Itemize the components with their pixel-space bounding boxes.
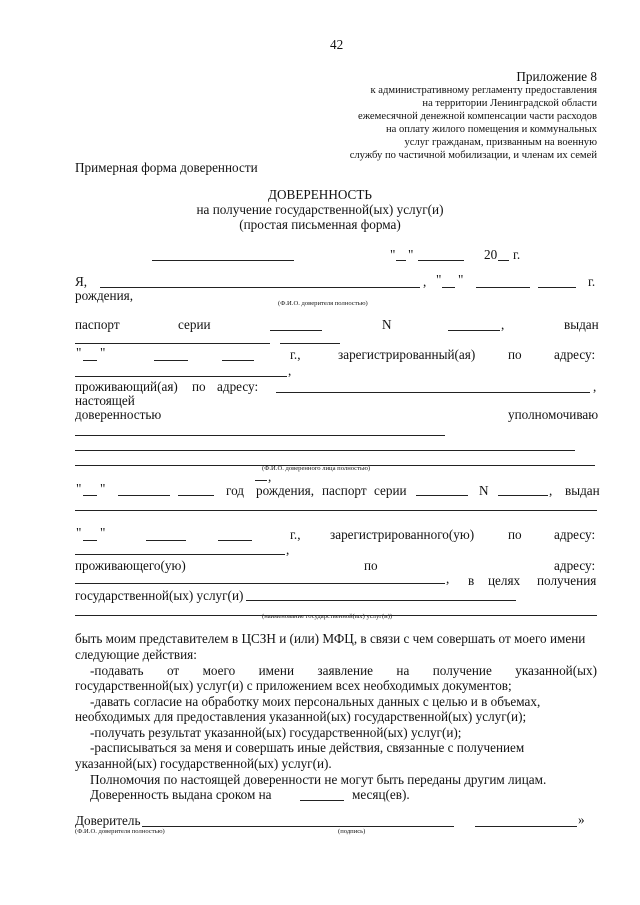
fio-caption: (Ф.И.О. доверителя полностью) — [278, 300, 368, 307]
quote-close: " — [100, 525, 106, 540]
comma: , — [423, 274, 427, 289]
po-label: по — [192, 379, 206, 394]
comma: , — [501, 317, 505, 332]
quote-close: " — [100, 345, 106, 360]
attorney-birth-year-blank[interactable] — [178, 495, 214, 496]
issued-by-field[interactable] — [75, 343, 270, 344]
term-months-field[interactable] — [300, 800, 344, 801]
attorney-issue-year-blank[interactable] — [218, 540, 252, 541]
attorney-birth-day-blank[interactable] — [83, 495, 97, 496]
series-label: серии — [374, 483, 407, 498]
living-label: проживающий(ая) — [75, 379, 178, 394]
principal-signature-label: Доверитель — [75, 813, 141, 828]
signature-caption: (подпись) — [338, 828, 366, 835]
principal-fio-signature-field[interactable] — [142, 826, 454, 827]
month-blank[interactable] — [418, 260, 464, 261]
po-label: по — [508, 527, 522, 542]
attorney-birth-month-blank[interactable] — [118, 495, 170, 496]
ya-label: Я, — [75, 274, 88, 289]
quote-close: " — [100, 481, 106, 496]
v-label: в — [468, 573, 475, 588]
quote-open: " — [436, 272, 442, 287]
appendix-line: к административному регламенту предоставления — [370, 85, 597, 96]
appendix-line: на оплату жилого помещения и коммунальных — [385, 124, 597, 135]
document-form-note: (простая письменная форма) — [239, 217, 401, 232]
body-line: необходимых для предоставления указанной(ых) государственной(ых) услуг(и); — [75, 709, 527, 724]
upolnomochivayu-label: уполномочиваю — [508, 407, 599, 422]
issued-label: выдан — [564, 317, 599, 332]
quote-open: " — [76, 525, 82, 540]
comma: , — [268, 469, 272, 484]
living-label: проживающего(ую) — [75, 558, 186, 573]
bullet-consent: -давать согласие на обработку моих персональных данных с целью и в объемах, — [90, 694, 541, 709]
comma: , — [286, 542, 290, 557]
appendix-line: услуг гражданам, призванным на военную — [404, 137, 597, 148]
polucheniya-label: получения — [537, 573, 597, 588]
issued-by-field-2[interactable] — [280, 343, 340, 344]
attorney-fio-field-1[interactable] — [75, 435, 445, 436]
comma: , — [593, 379, 597, 394]
body-line: государственной(ых) услуг(и) с приложением всех необходимых документов; — [75, 678, 512, 693]
registered-label: зарегистрированный(ая) — [338, 347, 476, 362]
address-label: адресу: — [554, 527, 596, 542]
document-title: ДОВЕРЕННОСТЬ — [268, 187, 372, 202]
attorney-fio-field-2[interactable] — [75, 450, 575, 451]
comma: , — [446, 571, 450, 586]
attorney-issue-day-blank[interactable] — [83, 540, 97, 541]
page-number: 42 — [330, 37, 344, 52]
close-quote: » — [578, 812, 585, 827]
passport-series-field[interactable] — [270, 330, 322, 331]
appendix-title: Приложение 8 — [516, 69, 597, 84]
body-line: следующие действия: — [75, 647, 197, 662]
date-suffix: г. — [513, 247, 521, 262]
quote-open: " — [76, 481, 82, 496]
comma: , — [549, 483, 553, 498]
principal-fio-field[interactable] — [100, 287, 420, 288]
passport-label: паспорт — [75, 317, 120, 332]
birth-month-blank[interactable] — [476, 287, 530, 288]
attorney-registration-address-field[interactable] — [75, 554, 285, 555]
appendix-line: ежемесячной денежной компенсации части расходов — [358, 111, 597, 122]
date-close-quote: " — [408, 247, 414, 262]
day-blank[interactable] — [396, 260, 406, 261]
year-suffix: г., — [290, 347, 301, 362]
date-open-quote: " — [390, 247, 396, 262]
services-caption: (наименование государственной(ых) услуг(и)) — [262, 613, 393, 620]
nastoyashchey-label: настоящей — [75, 393, 135, 408]
tselyakh-label: целях — [488, 573, 521, 588]
quote-close: " — [458, 272, 464, 287]
number-sign: N — [479, 483, 489, 498]
registration-address-field[interactable] — [75, 376, 287, 377]
birth-label: рождения, — [75, 288, 134, 303]
living-address-field[interactable] — [276, 392, 590, 393]
services-field-2[interactable] — [75, 615, 597, 616]
services-label: государственной(ых) услуг(и) — [75, 588, 244, 603]
attorney-issued-by-field[interactable] — [75, 510, 597, 511]
birth-label: рождения, — [256, 483, 315, 498]
bullet-sign: -расписываться за меня и совершать иные действия, связанные с получением — [90, 740, 525, 755]
signature-field[interactable] — [475, 826, 577, 827]
services-field[interactable] — [246, 600, 516, 601]
attorney-issue-month-blank[interactable] — [146, 540, 186, 541]
year-suffix: г., — [290, 527, 301, 542]
term-prefix: Доверенность выдана сроком на — [90, 787, 272, 802]
birth-year-blank[interactable] — [538, 287, 576, 288]
year-blank[interactable] — [498, 260, 509, 261]
place-blank[interactable] — [152, 260, 294, 261]
issue-month-blank[interactable] — [154, 360, 188, 361]
passport-number-field[interactable] — [448, 330, 500, 331]
number-sign: N — [382, 317, 392, 332]
registered-label: зарегистрированного(ую) — [330, 527, 475, 542]
bullet-submit: -подавать от моего имени заявление на получение указанной(ых) — [90, 663, 597, 678]
god-label: год — [226, 483, 245, 498]
document-subtitle: на получение государственной(ых) услуг(и) — [196, 202, 444, 217]
form-label: Примерная форма доверенности — [75, 160, 258, 175]
quote-open: " — [76, 345, 82, 360]
term-suffix: месяц(ев). — [352, 787, 410, 802]
attorney-number-field[interactable] — [498, 495, 548, 496]
appendix-line: службу по частичной мобилизации, и членам их семей — [349, 150, 597, 161]
appendix-line: на территории Ленинградской области — [422, 98, 597, 109]
body-paragraph: быть моим представителем в ЦСЗН и (или) МФЦ, в связи с чем совершать от моего имени — [75, 631, 586, 646]
fio-caption: (Ф.И.О. доверителя полностью) — [75, 828, 165, 835]
attorney-series-field[interactable] — [416, 495, 468, 496]
birth-day-blank[interactable] — [442, 287, 455, 288]
powers-note: Полномочия по настоящей доверенности не могут быть переданы другим лицам. — [90, 772, 547, 787]
po-label: по — [364, 558, 378, 573]
bullet-receive: -получать результат указанной(ых) государственной(ых) услуг(и); — [90, 725, 462, 740]
issue-day-blank[interactable] — [83, 360, 97, 361]
series-label: серии — [178, 317, 211, 332]
date-year: 20 — [484, 247, 498, 262]
po-label: по — [508, 347, 522, 362]
year-suffix: г. — [588, 274, 596, 289]
passport-label: паспорт — [322, 483, 367, 498]
attorney-living-address-field[interactable] — [75, 583, 445, 584]
address-label: адресу: — [217, 379, 259, 394]
attorney-fio-end-blank[interactable] — [255, 480, 267, 481]
fio-caption: (Ф.И.О. доверенного лица полностью) — [262, 465, 371, 472]
doverennostyu-label: доверенностью — [75, 407, 162, 422]
address-label: адресу: — [554, 347, 596, 362]
address-label: адресу: — [554, 558, 596, 573]
issue-year-blank[interactable] — [222, 360, 254, 361]
body-line: указанной(ых) государственной(ых) услуг(и). — [75, 756, 332, 771]
issued-label: выдан — [565, 483, 600, 498]
comma: , — [288, 363, 292, 378]
